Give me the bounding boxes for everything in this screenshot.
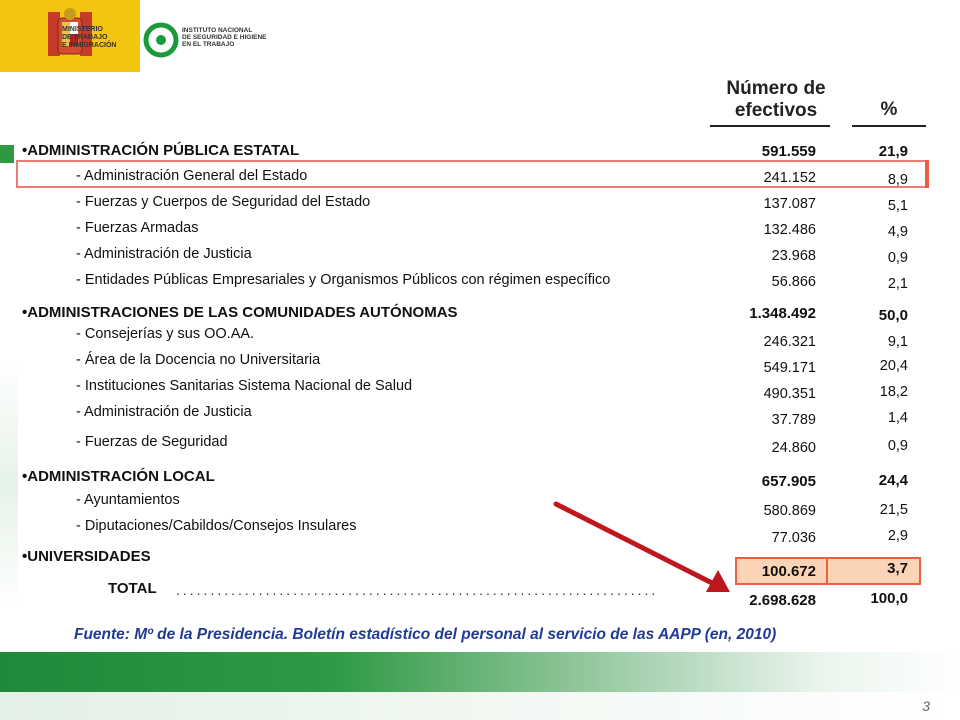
row-label: •UNIVERSIDADES (22, 548, 151, 565)
row-count: 100.672 (761, 563, 816, 580)
row-label: - Entidades Públicas Empresariales y Organismos Públicos con régimen específico (76, 272, 611, 288)
row-label: - Consejerías y sus OO.AA. (76, 326, 255, 342)
highlight-age-row-edge (925, 160, 929, 188)
row-label: - Área de la Docencia no Universitaria (76, 352, 321, 368)
page-number: 3 (922, 698, 930, 714)
row-count: 580.869 (763, 503, 816, 519)
row-count: 56.866 (771, 274, 816, 290)
row-count: 657.905 (761, 473, 816, 490)
highlight-divider (826, 557, 828, 585)
left-decoration (0, 360, 18, 610)
row-label: - Fuerzas Armadas (76, 220, 199, 236)
insht-logo-icon (143, 22, 179, 58)
row-count: 77.036 (771, 530, 816, 546)
row-pct: 9,1 (887, 334, 908, 350)
ministry-name: MINISTERIO DE TRABAJO E INMIGRACIÓN (62, 26, 117, 49)
row-label: - Instituciones Sanitarias Sistema Nacional de Salud (76, 378, 413, 394)
row-label: - Fuerzas de Seguridad (76, 434, 228, 450)
row-count: 591.559 (761, 143, 816, 160)
row-pct: 24,4 (878, 472, 908, 489)
row-pct: 21,5 (879, 502, 908, 518)
row-pct: 2,9 (887, 528, 908, 544)
row-pct: 0,9 (887, 250, 908, 266)
row-count: 23.968 (771, 248, 816, 264)
row-count: 1.348.492 (749, 305, 816, 322)
row-count: 490.351 (763, 386, 816, 402)
row-count: 132.486 (763, 222, 816, 238)
row-pct: 4,9 (887, 224, 908, 240)
row-label: - Ayuntamientos (76, 492, 180, 508)
count-header-underline (710, 125, 830, 127)
row-label: - Administración de Justicia (76, 246, 252, 262)
pct-column-header: % (880, 99, 898, 120)
row-label: - Fuerzas y Cuerpos de Seguridad del Estado (76, 194, 371, 210)
source-note: Fuente: Mº de la Presidencia. Boletín estadístico del personal al servicio de las AAPP (en, 2010) (74, 626, 777, 643)
row-pct: 2,1 (887, 276, 908, 292)
row-pct: 50,0 (878, 307, 908, 324)
row-pct: 5,1 (887, 198, 908, 214)
total-count: 2.698.628 (749, 592, 816, 609)
footer-band (0, 652, 960, 692)
ministry-logo-band (0, 0, 140, 72)
row-count: 549.171 (763, 360, 816, 376)
pct-header-underline (852, 125, 926, 127)
row-count: 24.860 (771, 440, 816, 456)
row-pct: 18,2 (879, 384, 908, 400)
row-pct: 8,9 (887, 172, 908, 188)
row-label: - Diputaciones/Cabildos/Consejos Insulares (76, 518, 357, 534)
row-label: •ADMINISTRACIONES DE LAS COMUNIDADES AUTÓNOMAS (22, 304, 458, 321)
row-count: 37.789 (771, 412, 816, 428)
row-pct: 21,9 (878, 143, 908, 160)
row-pct: 20,4 (879, 358, 908, 374)
row-count: 137.087 (763, 196, 816, 212)
row-label: •ADMINISTRACIÓN LOCAL (22, 468, 215, 485)
row-count: 241.152 (763, 170, 816, 186)
total-pct: 100,0 (870, 590, 908, 607)
institute-name: INSTITUTO NACIONAL DE SEGURIDAD E HIGIENE EN EL TRABAJO (182, 27, 267, 48)
row-pct: 3,7 (887, 560, 908, 577)
row-label: •ADMINISTRACIÓN PÚBLICA ESTATAL (22, 142, 300, 159)
red-arrow-icon (548, 496, 738, 598)
row-label: - Administración de Justicia (76, 404, 252, 420)
green-accent-bar (0, 145, 14, 163)
total-leader-dots: ...................................................................... (176, 582, 659, 598)
row-pct: 0,9 (887, 438, 908, 454)
row-count: 246.321 (763, 334, 816, 350)
footer-band-lower (0, 692, 960, 720)
count-column-header: Número de efectivos (726, 78, 826, 121)
row-label: - Administración General del Estado (76, 168, 308, 184)
total-label: TOTAL (108, 580, 157, 597)
row-pct: 1,4 (887, 410, 908, 426)
